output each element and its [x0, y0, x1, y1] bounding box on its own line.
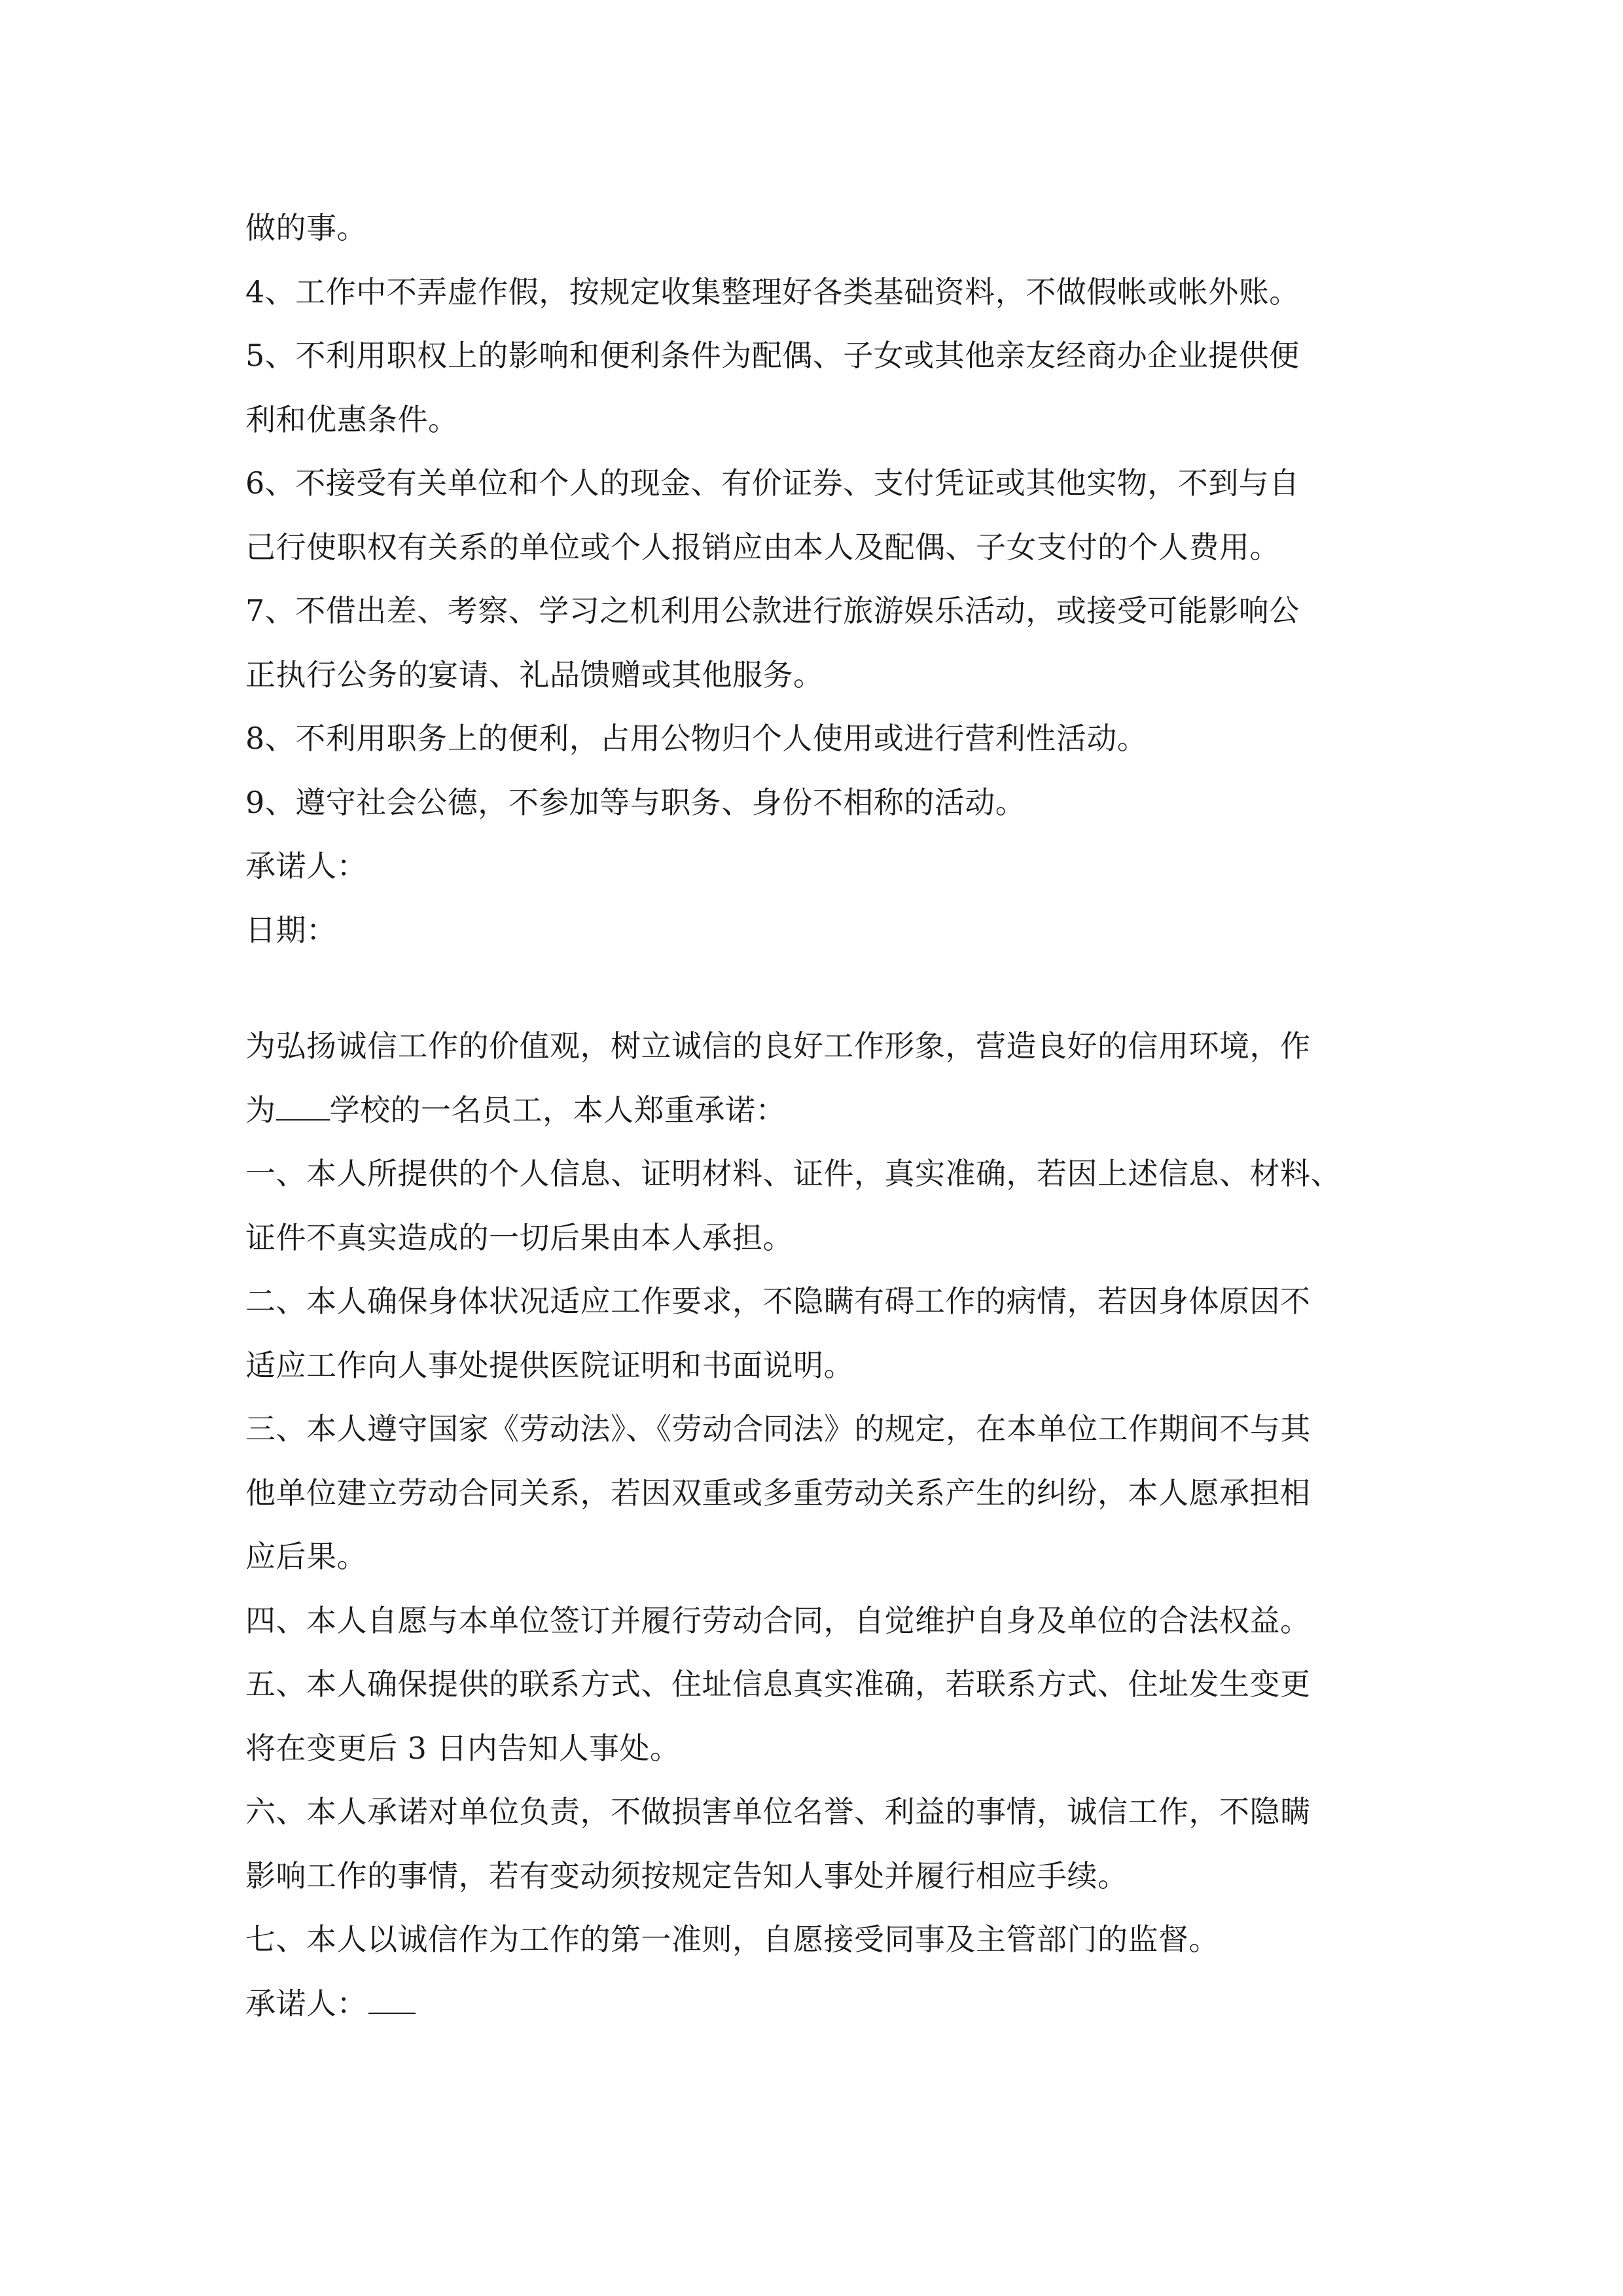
intro-line: 为弘扬诚信工作的价值观，树立诚信的良好工作形象，营造良好的信用环境，作 [245, 1028, 1311, 1064]
paragraph-line: 适应工作向人事处提供医院证明和书面说明。 [245, 1347, 854, 1383]
signatory-label: 承诺人： [245, 848, 367, 884]
school-name-blank[interactable] [276, 1097, 330, 1121]
paragraph-line: 证件不真实造成的一切后果由本人承担。 [245, 1219, 793, 1255]
commitment-item-6: 6、不接受有关单位和个人的现金、有价证券、支付凭证或其他实物，不到与自 [245, 465, 1300, 501]
paragraph-line: 他单位建立劳动合同关系，若因双重或多重劳动关系产生的纠纷，本人愿承担相 [245, 1475, 1311, 1511]
signature-line [245, 1972, 1384, 2036]
pledge-item-4: 四、本人自愿与本单位签订并履行劳动合同，自觉维护自身及单位的合法权益。 [245, 1602, 1311, 1638]
paragraph-line: 应后果。 [245, 1539, 367, 1574]
pledge-item-5: 五、本人确保提供的联系方式、住址信息真实准确，若联系方式、住址发生变更 [245, 1666, 1311, 1702]
paragraph-line: 将在变更后 3 日内告知人事处。 [245, 1730, 681, 1766]
commitment-section-2 [245, 1014, 1384, 2036]
pledge-item-1: 一、本人所提供的个人信息、证明材料、证件，真实准确，若因上述信息、材料、 [245, 1156, 1341, 1191]
paragraph-line: 利和优惠条件。 [245, 401, 459, 437]
commitment-section-1 [245, 196, 1384, 962]
commitment-item-4: 4、工作中不弄虚作假，按规定收集整理好各类基础资料，不做假帐或帐外账。 [245, 274, 1300, 310]
paragraph-line: 影响工作的事情，若有变动须按规定告知人事处并履行相应手续。 [245, 1857, 1128, 1893]
signature-blank[interactable] [368, 1990, 416, 2014]
intro-prefix: 为 [245, 1092, 276, 1128]
intro-suffix: 学校的一名员工，本人郑重承诺： [329, 1092, 786, 1128]
signatory-label: 承诺人： [245, 1985, 367, 2021]
intro-line-with-blank [245, 1079, 1384, 1143]
paragraph-line: 做的事。 [245, 210, 367, 245]
paragraph-line: 正执行公务的宴请、礼品馈赠或其他服务。 [245, 656, 824, 692]
pledge-item-7: 七、本人以诚信作为工作的第一准则，自愿接受同事及主管部门的监督。 [245, 1922, 1219, 1957]
date-label: 日期： [245, 912, 337, 948]
pledge-item-6: 六、本人承诺对单位负责，不做损害单位名誉、利益的事情，诚信工作，不隐瞒 [245, 1794, 1311, 1829]
pledge-item-2: 二、本人确保身体状况适应工作要求，不隐瞒有碍工作的病情，若因身体原因不 [245, 1283, 1311, 1319]
commitment-item-5: 5、不利用职权上的影响和便利条件为配偶、子女或其他亲友经商办企业提供便 [245, 338, 1300, 373]
paragraph-line: 己行使职权有关系的单位或个人报销应由本人及配偶、子女支付的个人费用。 [245, 529, 1280, 565]
commitment-item-7: 7、不借出差、考察、学习之机利用公款进行旅游娱乐活动，或接受可能影响公 [245, 593, 1300, 628]
commitment-item-9: 9、遵守社会公德，不参加等与职务、身份不相称的活动。 [245, 784, 1026, 820]
pledge-item-3: 三、本人遵守国家《劳动法》、《劳动合同法》的规定，在本单位工作期间不与其 [245, 1411, 1311, 1446]
commitment-item-8: 8、不利用职务上的便利，占用公物归个人使用或进行营利性活动。 [245, 721, 1148, 756]
